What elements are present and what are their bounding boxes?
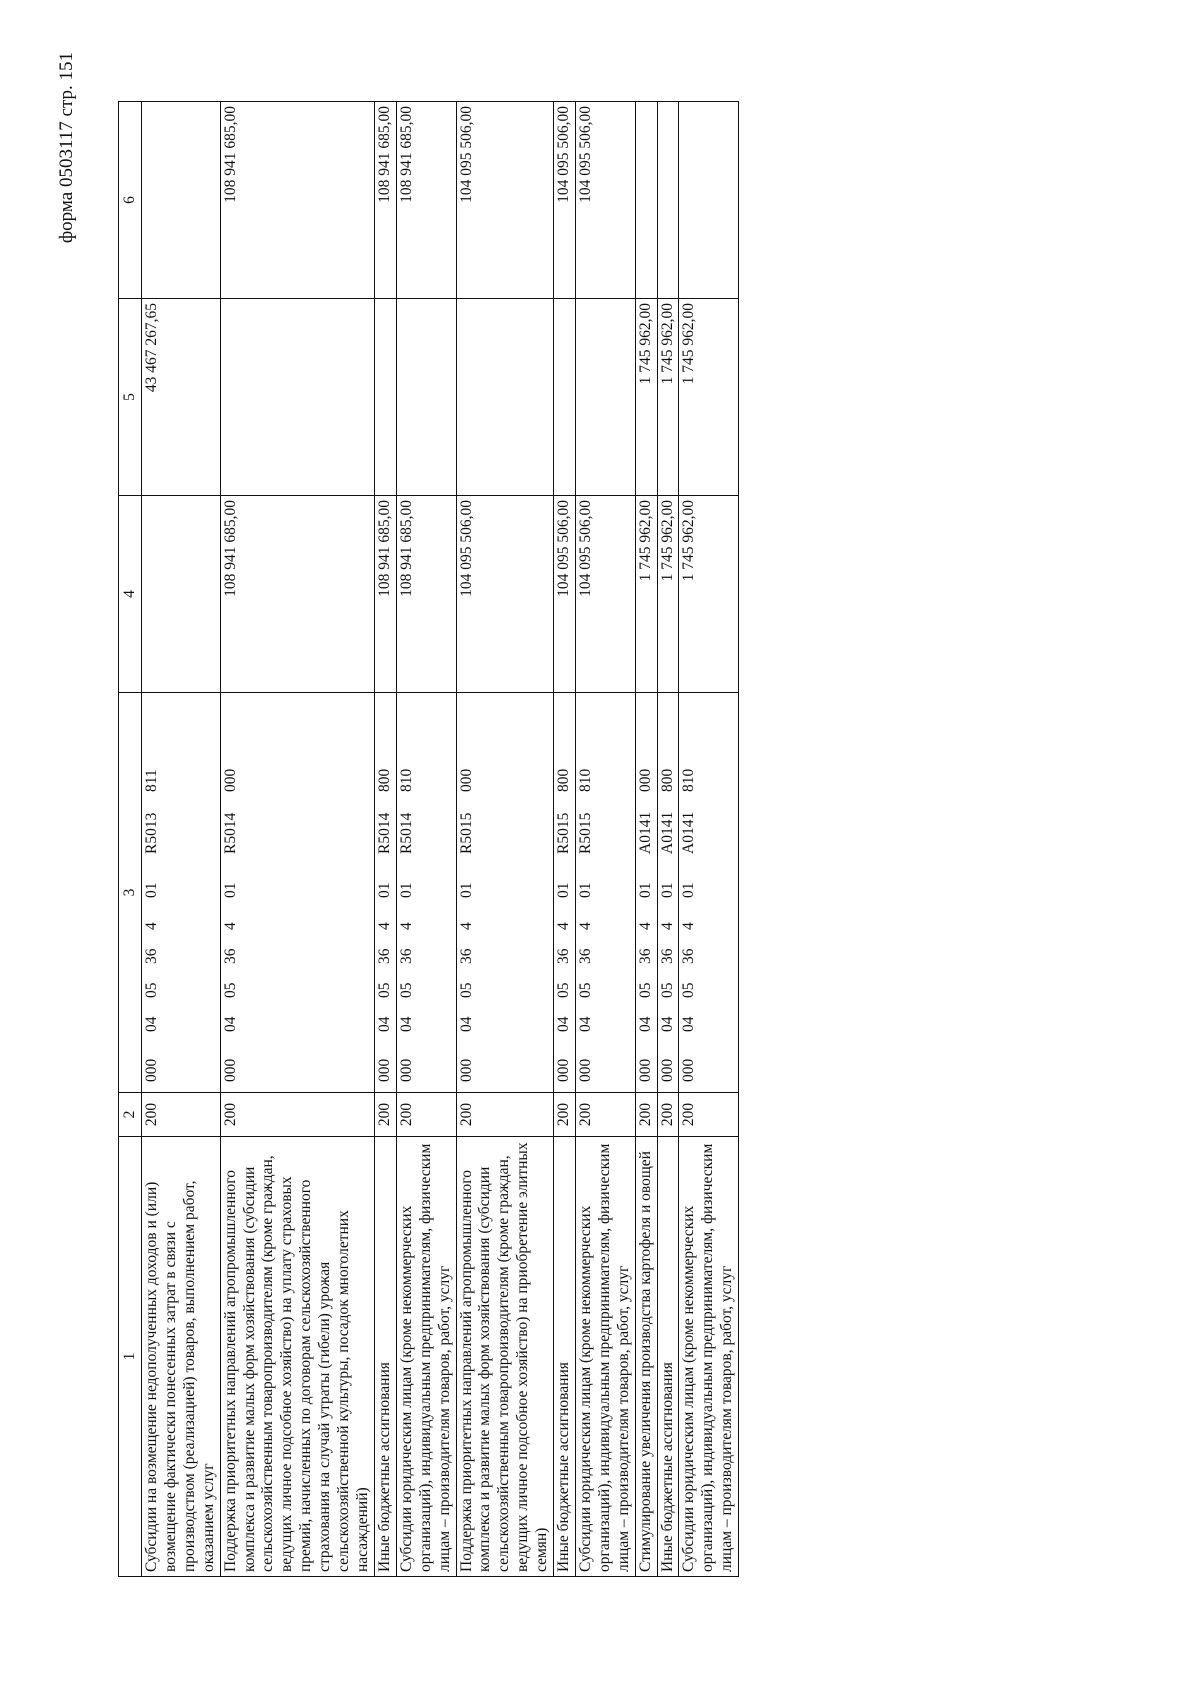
row-col4-value: 104 095 506,00 (456, 496, 554, 693)
row-col6-value (679, 102, 739, 299)
table-row (374, 102, 396, 1577)
code-seg-3: 05 (555, 982, 573, 998)
row-classification-code (679, 693, 739, 1093)
row-col5-value (396, 299, 456, 496)
code-seg-4: 36 (375, 948, 393, 964)
table-row (396, 102, 456, 1577)
code-seg-5: 4 (680, 922, 698, 930)
code-seg-3: 05 (636, 982, 654, 998)
code-seg-7: R5015 (555, 812, 573, 854)
code-seg-3: 05 (143, 982, 160, 998)
code-seg-5: 4 (221, 922, 239, 930)
code-seg-1: 000 (397, 1058, 415, 1082)
code-seg-3: 05 (576, 982, 594, 998)
code-seg-4: 36 (397, 948, 415, 964)
row-col6-value: 108 941 685,00 (374, 102, 396, 299)
row-col5-value: 43 467 267,65 (142, 299, 221, 496)
report-table (118, 101, 739, 1577)
code-seg-6: 01 (143, 882, 160, 898)
row-col4-value: 104 095 506,00 (554, 496, 576, 693)
code-seg-5: 4 (555, 922, 573, 930)
code-seg-2: 04 (397, 1016, 415, 1032)
code-seg-2: 04 (658, 1016, 676, 1032)
code-seg-7: A0141 (636, 811, 654, 854)
row-col5-value (575, 299, 635, 496)
code-seg-1: 000 (576, 1058, 594, 1082)
row-line-code: 200 (575, 1093, 635, 1137)
col-header-5: 5 (119, 299, 142, 496)
col-header-2: 2 (119, 1093, 142, 1137)
row-col4-value: 108 941 685,00 (374, 496, 396, 693)
table-body (142, 102, 739, 1577)
code-seg-5: 4 (143, 922, 160, 930)
code-seg-5: 4 (576, 922, 594, 930)
row-name: Поддержка приоритетных направлений агропромышленного комплекса и развитие малых форм хозяйствования (субсидии сельскохозяйственным товаропроизводителям (кроме граждан, ведущих личное подсобное хозяйство) на уплату страховых премий, начисленных по договорам сельскохозяйственного страхования на случай утраты (гибели) урожая сельскохозяйственной культуры, посадок многолетних насаждений) (220, 1137, 374, 1577)
table-row (456, 102, 554, 1577)
row-classification-code (374, 693, 396, 1093)
row-classification-code (554, 693, 576, 1093)
code-seg-4: 36 (457, 948, 475, 964)
code-seg-8: 000 (457, 768, 475, 792)
row-col5-value (220, 299, 374, 496)
table-row (142, 102, 221, 1577)
code-seg-2: 04 (576, 1016, 594, 1032)
code-seg-4: 36 (555, 948, 573, 964)
row-line-code: 200 (679, 1093, 739, 1137)
code-seg-2: 04 (680, 1016, 698, 1032)
row-line-code: 200 (396, 1093, 456, 1137)
code-seg-3: 05 (658, 982, 676, 998)
table-row (657, 102, 679, 1577)
code-seg-4: 36 (658, 948, 676, 964)
code-seg-6: 01 (555, 882, 573, 898)
row-name: Поддержка приоритетных направлений агропромышленного комплекса и развитие малых форм хозяйствования (субсидии сельскохозяйственным товаропроизводителям (кроме граждан, ведущих личное подсобное хозяйство) на приобретение элитных семян) (456, 1137, 554, 1577)
row-line-code: 200 (220, 1093, 374, 1137)
table-row (635, 102, 657, 1577)
row-col4-value (142, 496, 221, 693)
code-seg-3: 05 (397, 982, 415, 998)
col-header-4: 4 (119, 496, 142, 693)
code-seg-2: 04 (375, 1016, 393, 1032)
code-seg-4: 36 (221, 948, 239, 964)
col-header-1: 1 (119, 1137, 142, 1577)
row-classification-code (635, 693, 657, 1093)
code-seg-3: 05 (375, 982, 393, 998)
row-line-code: 200 (142, 1093, 221, 1137)
code-seg-8: 000 (636, 768, 654, 792)
code-seg-7: R5015 (576, 812, 594, 854)
row-line-code: 200 (374, 1093, 396, 1137)
row-classification-code (396, 693, 456, 1093)
row-col6-value (657, 102, 679, 299)
col-header-3: 3 (119, 693, 142, 1093)
row-col5-value (554, 299, 576, 496)
row-col5-value: 1 745 962,00 (657, 299, 679, 496)
code-seg-8: 800 (375, 768, 393, 792)
row-name: Субсидии юридическим лицам (кроме некоммерческих организаций), индивидуальным предпринимателям, физическим лицам – производителям товаров, работ, услуг (679, 1137, 739, 1577)
code-seg-7: A0141 (658, 811, 676, 854)
code-seg-1: 000 (636, 1058, 654, 1082)
code-seg-8: 810 (680, 768, 698, 792)
code-seg-4: 36 (576, 948, 594, 964)
row-col5-value (374, 299, 396, 496)
code-seg-2: 04 (555, 1016, 573, 1032)
code-seg-1: 000 (375, 1058, 393, 1082)
row-col4-value: 104 095 506,00 (575, 496, 635, 693)
form-page-label: форма 0503117 стр. 151 (56, 52, 77, 244)
row-name: Иные бюджетные ассигнования (374, 1137, 396, 1577)
code-seg-8: 800 (658, 768, 676, 792)
code-seg-5: 4 (457, 922, 475, 930)
code-seg-7: R5014 (397, 812, 415, 854)
column-header-row (119, 102, 142, 1577)
code-seg-4: 36 (636, 948, 654, 964)
code-seg-6: 01 (397, 882, 415, 898)
code-seg-7: A0141 (680, 811, 698, 854)
table-row (679, 102, 739, 1577)
code-seg-1: 000 (555, 1058, 573, 1082)
code-seg-4: 36 (143, 948, 160, 964)
row-col6-value: 108 941 685,00 (220, 102, 374, 299)
code-seg-1: 000 (143, 1058, 160, 1082)
code-seg-3: 05 (221, 982, 239, 998)
row-name: Иные бюджетные ассигнования (554, 1137, 576, 1577)
row-col6-value: 104 095 506,00 (554, 102, 576, 299)
code-seg-7: R5015 (457, 812, 475, 854)
code-seg-3: 05 (680, 982, 698, 998)
code-seg-8: 800 (555, 768, 573, 792)
code-seg-8: 810 (576, 768, 594, 792)
code-seg-6: 01 (658, 882, 676, 898)
row-name: Стимулирование увеличения производства картофеля и овощей (635, 1137, 657, 1577)
row-col5-value: 1 745 962,00 (635, 299, 657, 496)
row-col4-value: 1 745 962,00 (657, 496, 679, 693)
row-line-code: 200 (657, 1093, 679, 1137)
row-classification-code (575, 693, 635, 1093)
code-seg-1: 000 (457, 1058, 475, 1082)
row-col6-value: 104 095 506,00 (456, 102, 554, 299)
code-seg-7: R5013 (143, 812, 160, 854)
row-name: Субсидии юридическим лицам (кроме некоммерческих организаций), индивидуальным предпринимателям, физическим лицам – производителям товаров, работ, услуг (396, 1137, 456, 1577)
code-seg-1: 000 (680, 1058, 698, 1082)
row-classification-code (657, 693, 679, 1093)
row-classification-code (456, 693, 554, 1093)
table-row (575, 102, 635, 1577)
code-seg-8: 810 (397, 768, 415, 792)
code-seg-8: 811 (143, 769, 160, 792)
row-name: Субсидии на возмещение недополученных доходов и (или) возмещение фактически понесенных затрат в связи с производством (реализацией) товаров, выполнением работ, оказанием услуг (142, 1137, 221, 1577)
row-classification-code (220, 693, 374, 1093)
row-col6-value: 108 941 685,00 (396, 102, 456, 299)
row-classification-code (142, 693, 221, 1093)
row-col6-value: 104 095 506,00 (575, 102, 635, 299)
col-header-6: 6 (119, 102, 142, 299)
row-name: Субсидии юридическим лицам (кроме некоммерческих организаций), индивидуальным предпринимателям, физическим лицам – производителям товаров, работ, услуг (575, 1137, 635, 1577)
code-seg-1: 000 (658, 1058, 676, 1082)
code-seg-7: R5014 (375, 812, 393, 854)
row-col5-value: 1 745 962,00 (679, 299, 739, 496)
code-seg-2: 04 (143, 1016, 160, 1032)
row-col4-value: 1 745 962,00 (635, 496, 657, 693)
row-col5-value (456, 299, 554, 496)
row-line-code: 200 (635, 1093, 657, 1137)
row-col6-value (635, 102, 657, 299)
code-seg-6: 01 (680, 882, 698, 898)
row-line-code: 200 (554, 1093, 576, 1137)
code-seg-2: 04 (636, 1016, 654, 1032)
code-seg-8: 000 (221, 768, 239, 792)
code-seg-6: 01 (457, 882, 475, 898)
code-seg-2: 04 (457, 1016, 475, 1032)
code-seg-5: 4 (658, 922, 676, 930)
code-seg-6: 01 (636, 882, 654, 898)
code-seg-3: 05 (457, 982, 475, 998)
code-seg-1: 000 (221, 1058, 239, 1082)
code-seg-5: 4 (397, 922, 415, 930)
code-seg-6: 01 (576, 882, 594, 898)
code-seg-7: R5014 (221, 812, 239, 854)
row-col4-value: 108 941 685,00 (220, 496, 374, 693)
row-col6-value (142, 102, 221, 299)
table-row (220, 102, 374, 1577)
code-seg-2: 04 (221, 1016, 239, 1032)
code-seg-5: 4 (636, 922, 654, 930)
row-name: Иные бюджетные ассигнования (657, 1137, 679, 1577)
code-seg-4: 36 (680, 948, 698, 964)
row-col4-value: 1 745 962,00 (679, 496, 739, 693)
code-seg-5: 4 (375, 922, 393, 930)
table-row (554, 102, 576, 1577)
code-seg-6: 01 (375, 882, 393, 898)
row-col4-value: 108 941 685,00 (396, 496, 456, 693)
code-seg-6: 01 (221, 882, 239, 898)
row-line-code: 200 (456, 1093, 554, 1137)
